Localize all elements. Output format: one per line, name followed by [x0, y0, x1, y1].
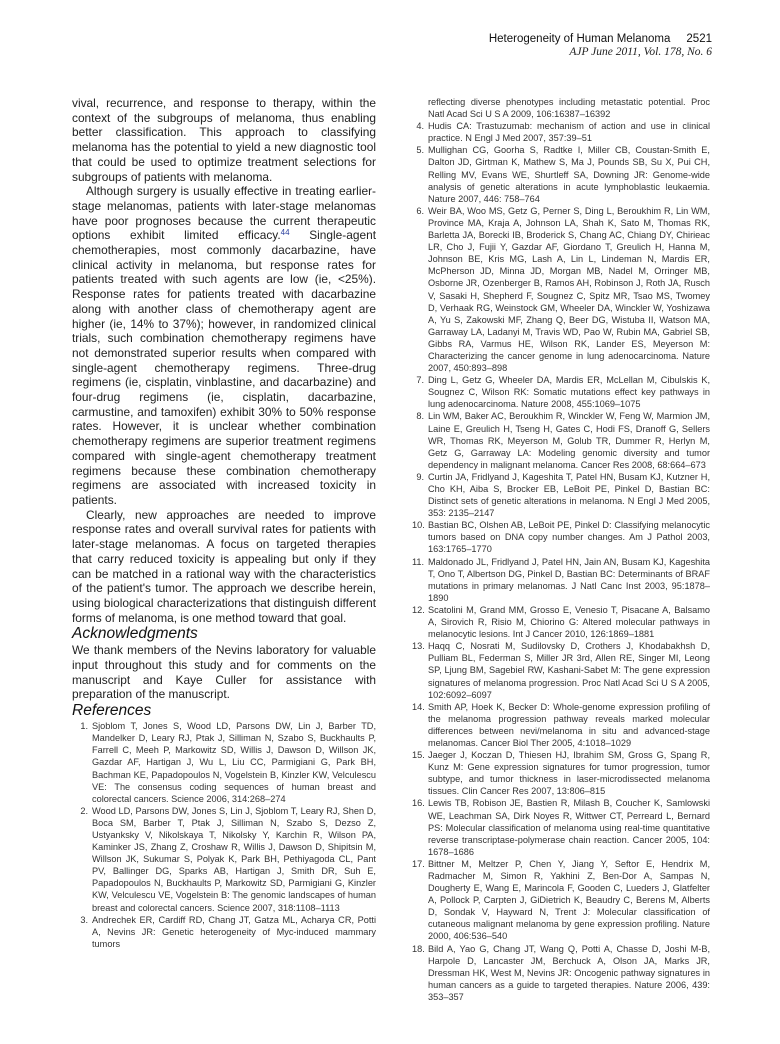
reference-text: Bittner M, Meltzer P, Chen Y, Jiang Y, Seftor E, Hendrix M, Radmacher M, Simon R, Yakhini Z, Ben-Dor A, Sampas N, Dougherty E, Wang E, Marincola F, Gooden C, Lueders J, Glatfelter A, Pollock P, Carpten J, GiDietrich K, Beaudry C, Berens M, Alberts D, Sondak V, Hayward N, Trent J: Molecular classification of cutaneous malignant melanoma by gene expression profiling. Nature 2000, 406:536–540: [428, 858, 710, 942]
reference-number: 8.: [416, 411, 424, 422]
reference-item: [412, 120, 710, 144]
reference-number: 3.: [80, 914, 88, 925]
reference-text: Jaeger J, Koczan D, Thiesen HJ, Ibrahim SM, Gross G, Spang R, Kunz M: Gene expression signatures for tumor progression, tumor subtype, and tumor thickness in laser-microdissected melanoma tissues. Clin Cancer Res 2007, 13:806–815: [428, 750, 710, 797]
reference-number: 11.: [412, 556, 425, 567]
reference-item: [412, 519, 710, 555]
reference-item: [412, 858, 710, 943]
reference-number: 6.: [416, 205, 424, 216]
paragraph-text: Although surgery is usually effective in treating earlier-stage melanomas, patients with later-stage melanomas have poor prognoses because the current therapeutic options exhibit limited efficacy.: [72, 184, 376, 243]
reference-text: Wood LD, Parsons DW, Jones S, Lin J, Sjoblom T, Leary RJ, Shen D, Boca SM, Barber T, Ptak J, Silliman N, Szabo S, Dezso Z, Ustyanksky V, Nikolskaya T, Nikolsky Y, Karchin R, Wilson PA, Kaminker JS, Zhang Z, Croshaw R, Willis J, Dawson D, Shipitsin M, Willson JK, Sukumar S, Polyak K, Park BH, Pethiyagoda CL, Pant PV, Ballinger DG, Sparks AB, Hartigan J, Smith DR, Suh E, Papadopoulos N, Buckhaults P, Markowitz SD, Parmigiani G, Kinzler KW, Velculescu VE, Vogelstein B: The genomic landscapes of human breast and colorectal cancers. Science 2007, 318:1108–1113: [92, 805, 376, 913]
reference-number: 18.: [412, 943, 425, 954]
reference-text: Scatolini M, Grand MM, Grosso E, Venesio T, Pisacane A, Balsamo A, Sirovich R, Risio M, Chiorino G: Altered molecular pathways in melanocytic lesions. Int J Cancer 2010, 126:1869–1881: [428, 604, 710, 640]
reference-continuation: [412, 96, 710, 120]
citation-link[interactable]: 44: [280, 228, 290, 238]
reference-number: 1.: [80, 721, 88, 732]
journal-citation: AJP June 2011, Vol. 178, No. 6: [569, 46, 712, 58]
reference-text: Hudis CA: Trastuzumab: mechanism of action and use in clinical practice. N Engl J Med 2007, 357:39–51: [428, 121, 710, 144]
reference-number: 4.: [416, 121, 424, 132]
reference-item: [412, 701, 710, 749]
reference-number: 10.: [412, 520, 425, 531]
running-title: Heterogeneity of Human Melanoma: [488, 33, 671, 45]
reference-text: Bild A, Yao G, Chang JT, Wang Q, Potti A, Chasse D, Joshi M-B, Harpole D, Lancaster JM, Berchuck A, Olson JA, Marks JR, Dressman HK, West M, Nevins JR: Oncogenic pathway signatures in human cancers as a guide to targeted therapies. Nature 2006, 439: 353–357: [428, 943, 710, 1002]
reference-item: [412, 640, 710, 700]
reference-text: Ding L, Getz G, Wheeler DA, Mardis ER, McLellan M, Cibulskis K, Sougnez C, Wilson RK: Somatic mutations effect key pathways in lung adenocarcinoma. Nature 2008, 455:1069–1075: [428, 375, 710, 410]
right-column: [412, 96, 710, 1003]
reference-text: Curtin JA, Fridlyand J, Kageshita T, Patel HN, Busam KJ, Kutzner H, Cho KH, Aiba S, Brocker EB, LeBoit PE, Pinkel D, Bastian BC: Distinct sets of genetic alterations in melanoma. N Engl J Med 2005, 353: 2135–2147: [428, 471, 710, 519]
acknowledgments-text: We thank members of the Nevins laboratory for valuable input throughout this study and for comments on the manuscript and Kaye Culler for assistance with preparation of the manuscript.: [72, 643, 376, 702]
page-number: 2521: [686, 33, 712, 45]
reference-item: [412, 205, 710, 374]
reference-number: 7.: [416, 375, 424, 386]
reference-number: 2.: [80, 805, 88, 816]
paragraph-text: Clearly, new approaches are needed to improve response rates and overall survival rates for patients with later-stage melanomas. A focus on targeted therapies that carry reduced toxicity is appealing but only if they can be matched in a rational way with the characteristics of the patient's tumor. The approach we describe herein, using biological characterizations that distinguish different forms of melanoma, is one method toward that goal.: [72, 507, 376, 625]
references-heading: References: [72, 702, 152, 720]
reference-list-left: [72, 720, 376, 950]
reference-item: [412, 749, 710, 797]
reference-item: [76, 805, 376, 914]
reference-item: [412, 604, 710, 640]
reference-item: [412, 556, 710, 604]
reference-item: [412, 471, 710, 519]
reference-number: 16.: [412, 798, 425, 809]
left-column: [72, 96, 376, 950]
acknowledgments-heading: Acknowledgments: [72, 625, 198, 643]
reference-list-right: [412, 96, 710, 1003]
reference-number: 13.: [412, 641, 425, 652]
paragraph-text: Single-agent chemotherapies, most commonly dacarbazine, have clinical activity in melanoma, but response rates for patients treated with such agents are low (ie, <25%). Response rates for patients treated with dacarbazine along with another class of chemotherapy agent are higher (ie, 14% to 37%); however, in randomized clinical trials, such combination chemotherapy regimens have not demonstrated superior results when compared with single-agent chemotherapy regimens. Three-drug regimens (ie, cisplatin, vinblastine, and dacarbazine) and four-drug regimens (ie, cisplatin, dacarbazine, carmustine, and tamoxifen) exhibit 30% to 50% response rates. However, it is unclear whether combination chemotherapy regimens are superior treatment regimens compared with single-agent chemotherapy treatment regimens because these combination chemotherapy regimens are associated with increased toxicity in patients.: [72, 228, 376, 507]
reference-number: 12.: [412, 604, 425, 615]
reference-number: 9.: [416, 471, 424, 482]
reference-number: 5.: [416, 145, 424, 156]
reference-item: [412, 144, 710, 204]
body-paragraph-2: [72, 184, 376, 507]
reference-text: Smith AP, Hoek K, Becker D: Whole-genome expression profiling of the melanoma progression pathway reveals marked molecular differences between nevi/melanoma in situ and advanced-stage melanomas. Cancer Biol Ther 2005, 4:1018–1029: [428, 701, 710, 748]
reference-text: Bastian BC, Olshen AB, LeBoit PE, Pinkel D: Classifying melanocytic tumors based on DNA copy number changes. Am J Pathol 2003, 163:1765–1770: [428, 520, 710, 555]
reference-item: [412, 943, 710, 1003]
paragraph-text: vival, recurrence, and response to therapy, within the context of the subgroups of melanoma, thus enabling better classification. This approach to classifying melanoma has the potential to yield a new diagnostic tool that could be used to optimize treatment selections for subgroups of patients with melanoma.: [72, 96, 376, 184]
reference-item: [76, 720, 376, 805]
reference-text: Haqq C, Nosrati M, Sudilovsky D, Crothers J, Khodabakhsh D, Pulliam BL, Federman S, Miller JR 3rd, Allen RE, Singer MI, Leong SP, Ljung BM, Sagebiel RW, Kashani-Sabet M: The gene expression signatures of melanoma progression. Proc Natl Acad Sci U S A 2005, 102:6092–6097: [428, 641, 710, 700]
reference-number: 15.: [412, 750, 425, 761]
reference-number: 14.: [412, 701, 425, 712]
reference-text: Weir BA, Woo MS, Getz G, Perner S, Ding L, Beroukhim R, Lin WM, Province MA, Kraja A, Johnson LA, Shah K, Sato M, Thomas RK, Barletta JA, Borecki IB, Broderick S, Chang AC, Chiang DY, Chirieac LR, Cho J, Fujii Y, Gazdar AF, Giordano T, Greulich H, Hanna M, Johnson BE, Kris MG, Lash A, Lin L, Lindeman N, Mardis ER, McPherson JD, Minna JD, Morgan MB, Nadel M, Orringer MB, Osborne JR, Ozenberger B, Ramos AH, Robinson J, Roth JA, Rusch V, Sasaki H, Shepherd F, Sougnez C, Spitz MR, Tsao MS, Twomey D, Verhaak RG, Weinstock GM, Wheeler DA, Winckler W, Yoshizawa A, Yu S, Zakowski MF, Zhang Q, Beer DG, Wistuba II, Watson MA, Garraway LA, Ladanyi M, Travis WD, Pao W, Rubin MA, Gabriel SB, Gibbs RA, Varmus HE, Wilson RK, Lander ES, Meyerson M: Characterizing the cancer genome in lung adenocarcinoma. Nature 2007, 450:893–898: [428, 205, 710, 374]
reference-item: [412, 374, 710, 410]
reference-text: Andrechek ER, Cardiff RD, Chang JT, Gatza ML, Acharya CR, Potti A, Nevins JR: Genetic heterogeneity of Myc-induced mammary tumors: [92, 914, 376, 949]
reference-text: Lewis TB, Robison JE, Bastien R, Milash B, Coucher K, Samlowski WE, Leachman SA, Dirk Noyes R, Wittwer CT, Perreard L, Bernard PS: Molecular classification of melanoma using real-time quantitative reverse transcriptase-polymerase chain reaction. Cancer 2005, 104: 1678–1686: [428, 798, 710, 857]
body-paragraph-3: [72, 508, 376, 626]
header-title-line: [489, 32, 712, 46]
reference-number: 17.: [412, 858, 425, 869]
reference-item: [76, 914, 376, 950]
reference-text: Sjoblom T, Jones S, Wood LD, Parsons DW, Lin J, Barber TD, Mandelker D, Leary RJ, Ptak J, Silliman N, Szabo S, Buckhaults P, Farrell C, Meeh P, Markowitz SD, Willis J, Dawson D, Willson JK, Gazdar AF, Hartigan J, Wu L, Liu CC, Parmigiani G, Park BH, Bachman KE, Papadopoulos N, Vogelstein B, Kinzler KW, Velculescu VE: The consensus coding sequences of human breast and colorectal cancers. Science 2006, 314:268–274: [92, 721, 376, 804]
body-paragraph-1: [72, 96, 376, 184]
reference-text: reflecting diverse phenotypes including metastatic potential. Proc Natl Acad Sci U S A 2009, 106:16387–16392: [428, 97, 710, 120]
reference-text: Maldonado JL, Fridlyand J, Patel HN, Jain AN, Busam KJ, Kageshita T, Ono T, Albertson DG, Pinkel D, Bastian BC: Determinants of BRAF mutations in primary melanomas. J Natl Canc Inst 2003, 95:1878–1890: [428, 556, 710, 603]
reference-text: Lin WM, Baker AC, Beroukhim R, Winckler W, Feng W, Marmion JM, Laine E, Greulich H, Tseng H, Gates C, Hodi FS, Dranoff G, Sellers WR, Thomas RK, Meyerson M, Golub TR, Dummer R, Herlyn M, Getz G, Garraway LA: Modeling genomic diversity and tumor dependency in malignant melanoma. Cancer Res 2008, 68:664–673: [428, 411, 710, 470]
reference-item: [412, 797, 710, 857]
running-header: [489, 32, 712, 59]
reference-item: [412, 410, 710, 470]
reference-text: Mullighan CG, Goorha S, Radtke I, Miller CB, Coustan-Smith E, Dalton JD, Girtman K, Mathew S, Ma J, Pounds SB, Su X, Pui CH, Relling MV, Evans WE, Shurtleff SA, Downing JR: Genome-wide analysis of genetic alterations in acute lymphoblastic leukaemia. Nature 2007, 446: 758–764: [428, 145, 710, 204]
